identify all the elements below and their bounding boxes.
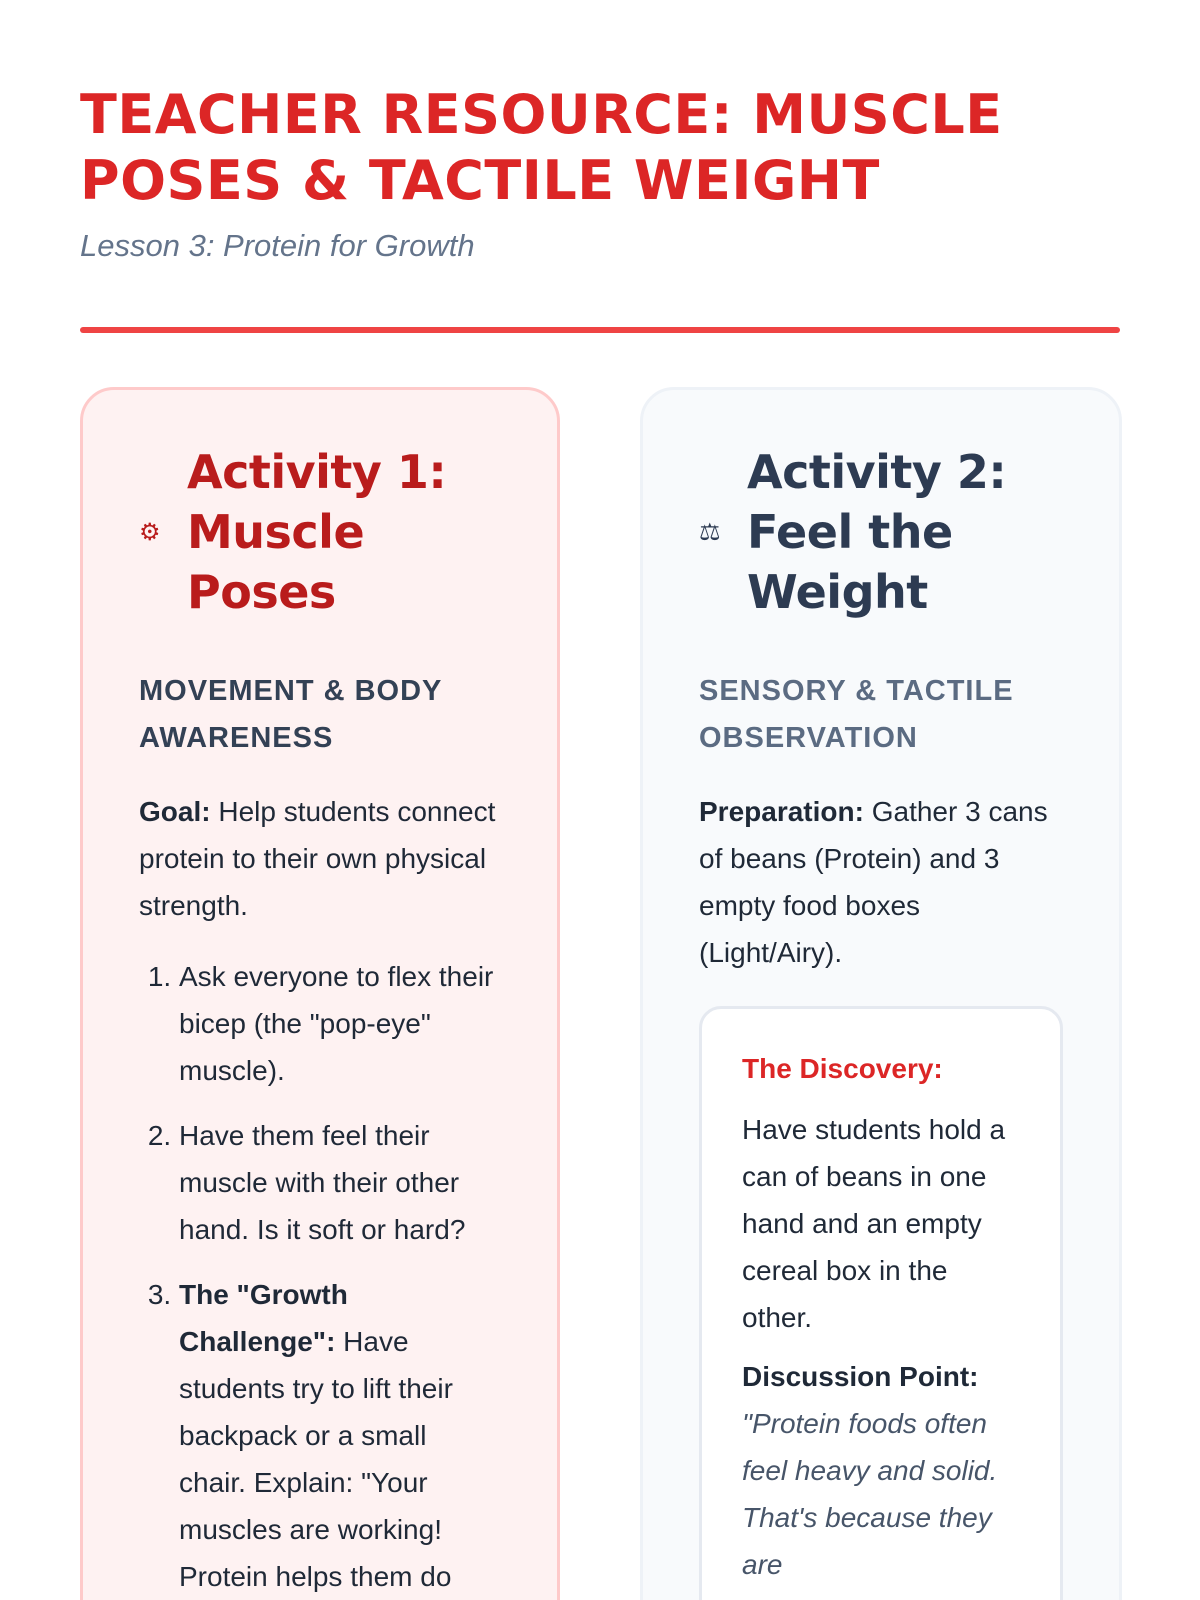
page-subtitle: Lesson 3: Protein for Growth — [80, 228, 475, 263]
activity-1-heading: Activity 1: Muscle Poses — [187, 445, 447, 619]
scale-icon: ⚖ — [699, 518, 721, 546]
list-item: 2. Have them feel their muscle with their other hand. Is it soft or hard? — [179, 1112, 501, 1253]
discussion-label: Discussion Point: — [742, 1361, 979, 1392]
activity-1-header — [139, 442, 501, 622]
step3-text: Have students try to lift their backpack or a small chair. Explain: "Your muscles are working! Protein helps them do — [179, 1326, 453, 1592]
activity-2-preparation — [699, 788, 1063, 976]
activity-2-heading: Activity 2: Feel the Weight — [747, 445, 1007, 619]
discovery-text: Have students hold a can of beans in one hand and an empty cereal box in the other. — [742, 1114, 1006, 1333]
list-item — [179, 1271, 501, 1600]
goal-label: Goal: — [139, 796, 211, 827]
header-divider — [80, 327, 1120, 333]
prep-text: Gather 3 cans of beans (Protein) and 3 empty food boxes (Light/Airy). — [699, 796, 1048, 968]
goal-text: Help students connect protein to their own physical strength. — [139, 796, 496, 921]
dumbbell-icon: ⚙ — [139, 518, 161, 546]
activity-1-card — [80, 387, 560, 1600]
page-title: TEACHER RESOURCE: MUSCLE POSES & TACTILE WEIGHT — [80, 83, 1003, 212]
activity-1-label: MOVEMENT & BODY AWARENESS — [139, 675, 442, 754]
activity-1-steps — [139, 953, 501, 1600]
activity-2-header — [699, 442, 1063, 622]
activity-1-goal — [139, 788, 501, 929]
discovery-title: The Discovery: — [742, 1053, 943, 1084]
activity-2-label: SENSORY & TACTILE OBSERVATION — [699, 675, 1014, 754]
activity-2-card — [640, 387, 1122, 1600]
step3-label: The "Growth Challenge": — [179, 1279, 348, 1357]
discovery-box — [699, 1006, 1063, 1600]
prep-label: Preparation: — [699, 796, 864, 827]
discussion-quote: "Protein foods often feel heavy and solid. That's because they are — [742, 1408, 998, 1580]
list-item: 1. Ask everyone to flex their bicep (the "pop-eye" muscle). — [179, 953, 501, 1094]
